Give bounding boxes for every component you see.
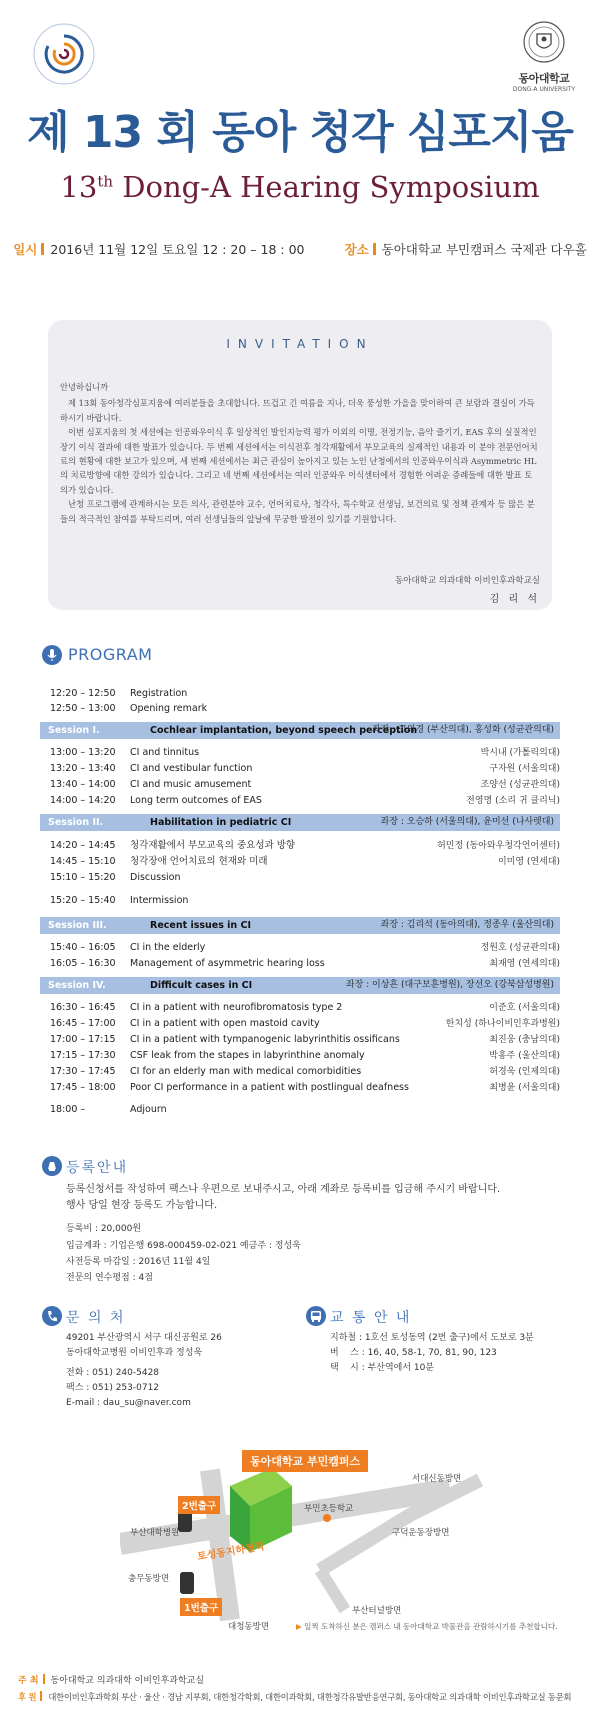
- session-chairs: 좌장 : 이상흔 (대구보훈병원), 장선오 (강북삼성병원): [345, 980, 554, 990]
- map-direction-seodaesin: 서대신동방면: [412, 1474, 462, 1484]
- university-name-ko: 동아대학교: [518, 72, 570, 85]
- invitation-sign-name: 김 리 석: [489, 594, 540, 605]
- station-label: 토성동지하철역: [196, 1541, 266, 1563]
- contact-address: 49201 부산광역시 서구 대신공원로 26: [66, 1333, 222, 1343]
- session-chairs: 좌장 : 김리석 (동아의대), 정종우 (울산의대): [380, 920, 554, 930]
- program-row: [50, 1102, 560, 1118]
- event-meta: [0, 240, 600, 258]
- program-row: 15:20 – 15:40 Intermission: [50, 895, 189, 906]
- registration-credits: 전문의 연수평점 : 4점: [66, 1273, 153, 1283]
- map-direction-chungmu: 충무동방면: [128, 1574, 170, 1584]
- transport-taxi: 택 시 : 부산역에서 10분: [330, 1363, 435, 1373]
- map-place-school: 부민초등학교: [304, 1504, 354, 1514]
- invitation-heading: INVITATION: [226, 337, 374, 351]
- program-row: 14:00 – 14:20 Long term outcomes of EAS 전영명 (소리 귀 클리닉): [50, 795, 560, 806]
- program-row: 16:05 – 16:30 Management of asymmetric hearing loss 최재영 (연세의대): [50, 958, 560, 969]
- footer-support-value: 대한이비인후과학회 부산 · 울산 · 경남 지부회, 대한청각학회, 대한이과학회, 대한청각유발반응연구회, 동아대학교 의과대학 이비인후과학교실 동문회: [48, 1692, 572, 1702]
- registration-fee: 등록비 : 20,000원: [66, 1224, 142, 1234]
- symposium-logo: [30, 20, 98, 88]
- program-row: 15:10 – 15:20 Discussion: [50, 872, 181, 883]
- map-direction-terminal: 부산터널방면: [352, 1606, 402, 1616]
- program-row: [50, 701, 560, 717]
- program-title: PROGRAM: [68, 645, 153, 664]
- date-value: 2016년 11월 12일 토요일 12 : 20 – 18 : 00: [50, 242, 305, 257]
- program-row: 13:00 – 13:20 CI and tinnitus 박시내 (가톨릭의대): [50, 747, 560, 758]
- session-chairs: 좌장 : 오승하 (서울의대), 윤미선 (나사렛대): [380, 817, 554, 827]
- exit1-label: 1번출구: [180, 1598, 222, 1616]
- session-number: Session III.: [48, 920, 107, 931]
- map-place-hospital: 부산대학병원: [130, 1528, 180, 1538]
- bus-icon: [306, 1306, 326, 1326]
- contact-fax: 팩스 : 051) 253-0712: [66, 1383, 160, 1393]
- footer-support: [18, 1691, 571, 1703]
- program-topic: Adjourn: [130, 1104, 167, 1115]
- session-title: Cochlear implantation, beyond speech perception: [150, 725, 418, 736]
- university-logo: [512, 20, 576, 93]
- session-number: Session II.: [48, 817, 104, 828]
- program-row: 17:45 – 18:00 Poor CI performance in a patient with postlingual deafness 최병윤 (서울의대): [50, 1082, 560, 1093]
- program-topic: Opening remark: [130, 703, 208, 714]
- session-header: [40, 722, 560, 739]
- map-direction-daecheong: 대청동방면: [228, 1622, 270, 1632]
- map-direction-gudeok: 구덕운동장방면: [392, 1528, 450, 1538]
- program-time: 12:50 – 13:00: [50, 703, 116, 714]
- program-row: 17:15 – 17:30 CSF leak from the stapes in labyrinthine anomaly 박홍주 (울산의대): [50, 1050, 560, 1061]
- session-header: [40, 917, 560, 934]
- phone-icon: [42, 1306, 62, 1326]
- program-row: 15:40 – 16:05 CI in the elderly 정원호 (성균관의대): [50, 942, 560, 953]
- registration-lead: 등록신청서를 작성하여 팩스나 우편으로 보내주시고, 아래 계좌로 등록비를 입금해 주시기 바랍니다.: [66, 1184, 501, 1195]
- program-time: 12:20 – 12:50: [50, 688, 116, 699]
- footer-support-key: 후 원: [18, 1692, 37, 1702]
- university-name-en: DONG-A UNIVERSITY: [512, 86, 576, 93]
- registration-lead: 행사 당일 현장 등록도 가능합니다.: [66, 1200, 218, 1211]
- contact-address: 동아대학교병원 이비인후과 정성욱: [66, 1348, 203, 1358]
- contact-phone: 전화 : 051) 240-5428: [66, 1368, 160, 1378]
- contact-email[interactable]: E-mail : dau_su@naver.com: [66, 1398, 191, 1408]
- session-chairs: 좌장 : 고의경 (부산의대), 홍성화 (성균관의대): [371, 725, 554, 735]
- exit2-label: 2번출구: [178, 1496, 220, 1514]
- session-header: [40, 977, 560, 994]
- program-row: 14:20 – 14:45 청각재활에서 부모교육의 중요성과 방향 허민정 (동아와우청각언어센터): [50, 840, 560, 851]
- exit1-marker-icon: [180, 1572, 194, 1594]
- program-row: 16:45 – 17:00 CI in a patient with open mastoid cavity 한치성 (하나이비인후과병원): [50, 1018, 560, 1029]
- program-time: 18:00 –: [50, 1104, 86, 1115]
- program-row: 14:45 – 15:10 청각장애 언어치료의 현재와 미래 이미영 (연세대): [50, 856, 560, 867]
- invitation-paragraph: 난청 프로그램에 관계하시는 모든 의사, 관련분야 교수, 언어치료사, 청각사, 특수학교 선생님, 보건의료 및 정책 관계자 등 많은 분들의 적극적인 참여를 부탁드리며, 여러 선생님들의 앞날에 무궁한 발전이 있기를 기원합니다.: [60, 499, 535, 524]
- footer-host-value: 동아대학교 의과대학 이비인후과학교실: [50, 1676, 205, 1686]
- title-english: 13th Dong-A Hearing Symposium: [60, 170, 540, 204]
- triangle-bullet-icon: ▶: [296, 1622, 302, 1631]
- program-row: 17:30 – 17:45 CI for an elderly man with medical comorbidities 허경욱 (인제의대): [50, 1066, 560, 1077]
- school-marker-icon: [323, 1514, 331, 1522]
- place-key: 장소: [344, 242, 369, 257]
- map-note: [296, 1621, 557, 1632]
- invitation-paragraph: 이번 심포지움의 첫 세션에는 인공와우이식 후 일상적인 발인지능력 평가 이외의 이명, 전정기능, 음악 즐기기, EAS 후의 실질적인 장기 이식 결과에 대한 발표가 있습니다. 두 번째 세션에서는 이식전후 청각재활에서 부모교육의 실제적인 내용과 이 분야 전문언어치료의 현황에 대한 보고가 있으며, 세 번째 세션에서는 최근 관심이 높아지고 있는 노인 난청에서의 인공와우이식과 Asymmetric HL의 치료방향에 대한 강의가 있습니다. 그리고 네 번째 세션에서는 여러 인공와우 이식센터에서 경험한 어려운 증례들에 대한 발표 토의가 있습니다.: [60, 427, 538, 495]
- registration-title: 등록안내: [66, 1160, 129, 1176]
- footer-host-key: 주 최: [18, 1676, 39, 1686]
- session-number: Session I.: [48, 725, 100, 736]
- microphone-icon: [42, 645, 62, 665]
- transport-subway: 지하철 : 1호선 토성동역 (2번 출구)에서 도보로 3분: [330, 1333, 534, 1343]
- program-row: 13:20 – 13:40 CI and vestibular function 구자원 (서울의대): [50, 763, 560, 774]
- invitation-sign-dept: 동아대학교 의과대학 이비인후과학교실: [395, 576, 540, 586]
- program-row: 13:40 – 14:00 CI and music amusement 조양선 (성균관의대): [50, 779, 560, 790]
- program-row: 17:00 – 17:15 CI in a patient with tympanogenic labyrinthitis ossificans 최진웅 (충남의대): [50, 1034, 560, 1045]
- map-note-text: 일찍 도착하신 분은 캠퍼스 내 동아대학교 박물관을 관람하시기를 추천합니다.: [304, 1622, 558, 1631]
- session-header: [40, 814, 560, 831]
- place-value: 동아대학교 부민캠퍼스 국제관 다우홀: [381, 242, 587, 257]
- transport-title: 교 통 안 내: [330, 1310, 412, 1326]
- registration-account: 입금계좌 : 기업은행 698-000459-02-021 예금주 : 정성욱: [66, 1241, 301, 1251]
- invitation-paragraph: 제 13회 동아청각심포지움에 여러분들을 초대합니다. 뜨겁고 긴 여름을 지나, 더욱 풍성한 가을을 맞이하여 큰 보람과 결실이 가득하시기 바랍니다.: [60, 398, 535, 423]
- transport-bus: 버 스 : 16, 40, 58-1, 70, 81, 90, 123: [330, 1348, 497, 1358]
- campus-label: 동아대학교 부민캠퍼스: [242, 1450, 368, 1472]
- session-number: Session IV.: [48, 980, 106, 991]
- invitation-greeting: 안녕하십니까: [60, 382, 109, 392]
- session-title: Difficult cases in CI: [150, 980, 253, 991]
- invitation-body: [60, 380, 540, 526]
- date-key: 일시: [13, 242, 38, 257]
- title-korean: 제 13 회 동아 청각 심포지움: [27, 107, 573, 158]
- registration-icon: [42, 1156, 62, 1176]
- university-seal-icon: [522, 20, 566, 64]
- session-title: Habilitation in pediatric CI: [150, 817, 292, 828]
- contact-title: 문 의 처: [66, 1310, 126, 1326]
- program-row: [50, 686, 560, 702]
- program-topic: Registration: [130, 688, 188, 699]
- footer-host: [18, 1673, 204, 1686]
- session-title: Recent issues in CI: [150, 920, 252, 931]
- program-row: 16:30 – 16:45 CI in a patient with neurofibromatosis type 2 이준호 (서울의대): [50, 1002, 560, 1013]
- registration-deadline: 사전등록 마감일 : 2016년 11월 4일: [66, 1257, 211, 1267]
